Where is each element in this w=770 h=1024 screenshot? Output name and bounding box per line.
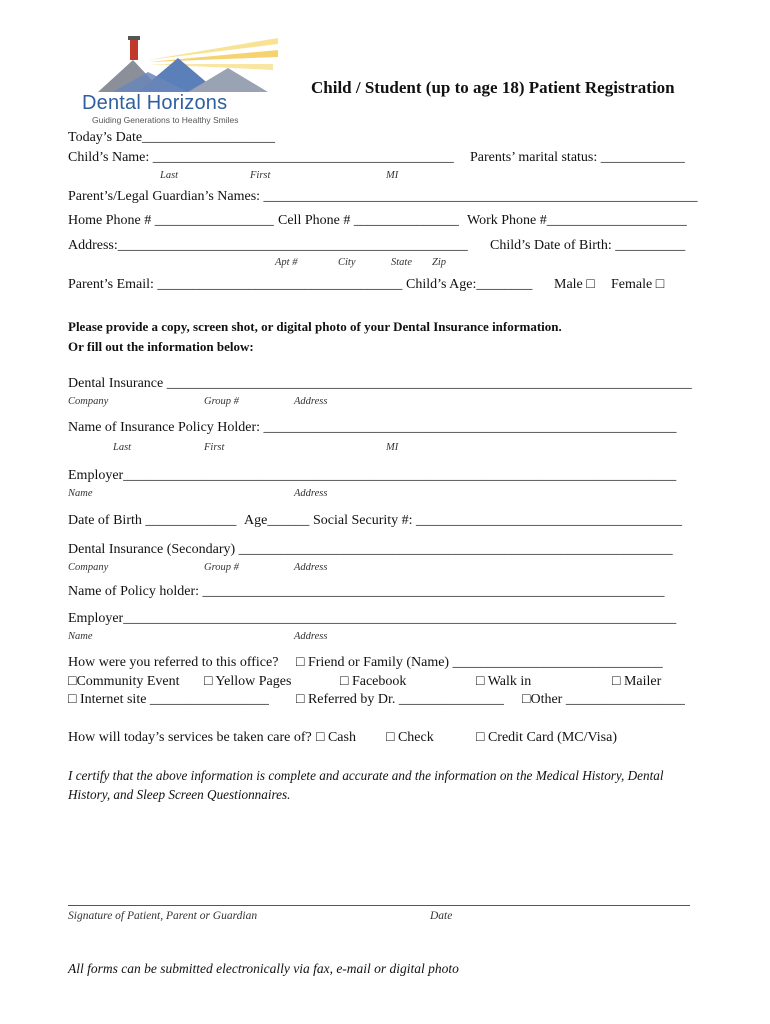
- payment-check-checkbox[interactable]: □ Check: [386, 730, 434, 745]
- referral-community-checkbox[interactable]: □Community Event: [68, 674, 180, 689]
- referral-doctor-checkbox[interactable]: □ Referred by Dr. _______________: [296, 692, 504, 707]
- insurance-notice-1: Please provide a copy, screen shot, or digital photo of your Dental Insurance information.: [68, 319, 562, 334]
- policy-holder-field[interactable]: Name of Insurance Policy Holder: ___________________________________________________________: [68, 420, 677, 435]
- logo-tagline: Guiding Generations to Healthy Smiles: [92, 115, 239, 125]
- female-checkbox[interactable]: Female □: [611, 277, 665, 292]
- sublabel-name: Name: [68, 488, 93, 499]
- sublabel-city: City: [338, 257, 356, 268]
- child-age-field[interactable]: Child’s Age:________: [406, 277, 533, 292]
- logo-brand: Dental Horizons: [82, 92, 228, 114]
- dental-insurance-field[interactable]: Dental Insurance ___________________________________________________________________________: [68, 376, 692, 391]
- sublabel-address: Address: [294, 631, 328, 642]
- sublabel-group: Group #: [204, 396, 239, 407]
- sublabel-last: Last: [160, 170, 179, 181]
- sublabel-first: First: [250, 170, 271, 181]
- referral-friend-checkbox[interactable]: □ Friend or Family (Name) ______________________________: [296, 655, 663, 670]
- referral-question: How were you referred to this office?: [68, 655, 279, 670]
- sublabel-company: Company: [68, 396, 109, 407]
- certify-line-2: History, and Sleep Screen Questionnaires.: [68, 787, 291, 802]
- ssn-field[interactable]: Social Security #: ______________________________________: [313, 513, 683, 528]
- sublabel-state: State: [391, 257, 412, 268]
- secondary-insurance-field[interactable]: Dental Insurance (Secondary) ______________________________________________________________: [68, 542, 673, 557]
- sublabel-group: Group #: [204, 562, 239, 573]
- parent-email-field[interactable]: Parent’s Email: ___________________________________: [68, 277, 403, 292]
- sublabel-mi: MI: [386, 442, 399, 453]
- cell-phone-field[interactable]: Cell Phone # _______________: [278, 213, 459, 228]
- logo-graphic-icon: [78, 30, 283, 100]
- policy-holder-2-field[interactable]: Name of Policy holder: __________________________________________________________________: [68, 584, 665, 599]
- sublabel-name: Name: [68, 631, 93, 642]
- payment-question: How will today’s services be taken care of?: [68, 730, 312, 745]
- work-phone-field[interactable]: Work Phone #____________________: [467, 213, 687, 228]
- footer-note: All forms can be submitted electronically via fax, e-mail or digital photo: [68, 961, 459, 976]
- employer-field[interactable]: Employer_______________________________________________________________________________: [68, 468, 677, 483]
- payment-card-checkbox[interactable]: □ Credit Card (MC/Visa): [476, 730, 617, 745]
- insurance-notice-2: Or fill out the information below:: [68, 339, 254, 354]
- male-checkbox[interactable]: Male □: [554, 277, 595, 292]
- child-dob-field[interactable]: Child’s Date of Birth: __________: [490, 238, 686, 253]
- referral-internet-checkbox[interactable]: □ Internet site _________________: [68, 692, 269, 707]
- referral-walkin-checkbox[interactable]: □ Walk in: [476, 674, 532, 689]
- sublabel-apt: Apt #: [275, 257, 298, 268]
- signature-label: Signature of Patient, Parent or Guardian: [68, 910, 258, 922]
- sublabel-address: Address: [294, 562, 328, 573]
- sublabel-last: Last: [113, 442, 132, 453]
- todays-date-field[interactable]: Today’s Date___________________: [68, 130, 276, 145]
- sublabel-mi: MI: [386, 170, 399, 181]
- childs-name-field[interactable]: Child’s Name: ___________________________________________: [68, 150, 454, 165]
- insured-dob-field[interactable]: Date of Birth _____________: [68, 513, 237, 528]
- logo: [78, 30, 283, 125]
- referral-mailer-checkbox[interactable]: □ Mailer: [612, 674, 662, 689]
- referral-other-checkbox[interactable]: □Other _________________: [522, 692, 685, 707]
- guardian-names-field[interactable]: Parent’s/Legal Guardian’s Names: ______________________________________________________________: [68, 189, 698, 204]
- page-title: Child / Student (up to age 18) Patient Registration: [311, 78, 675, 97]
- sublabel-company: Company: [68, 562, 109, 573]
- payment-cash-checkbox[interactable]: □ Cash: [316, 730, 356, 745]
- home-phone-field[interactable]: Home Phone # _________________: [68, 213, 274, 228]
- sublabel-zip: Zip: [432, 257, 447, 268]
- signature-date-label: Date: [430, 910, 453, 922]
- sublabel-first: First: [204, 442, 225, 453]
- signature-line[interactable]: [68, 905, 690, 906]
- sublabel-address: Address: [294, 396, 328, 407]
- insured-age-field[interactable]: Age______: [244, 513, 310, 528]
- referral-yellow-pages-checkbox[interactable]: □ Yellow Pages: [204, 674, 292, 689]
- sublabel-address: Address: [294, 488, 328, 499]
- referral-facebook-checkbox[interactable]: □ Facebook: [340, 674, 407, 689]
- address-field[interactable]: Address:__________________________________________________: [68, 238, 468, 253]
- employer-2-field[interactable]: Employer_______________________________________________________________________________: [68, 611, 677, 626]
- marital-status-field[interactable]: Parents’ marital status: ____________: [470, 150, 685, 165]
- certify-line-1: I certify that the above information is complete and accurate and the information on the Medical History, Dental: [68, 768, 664, 783]
